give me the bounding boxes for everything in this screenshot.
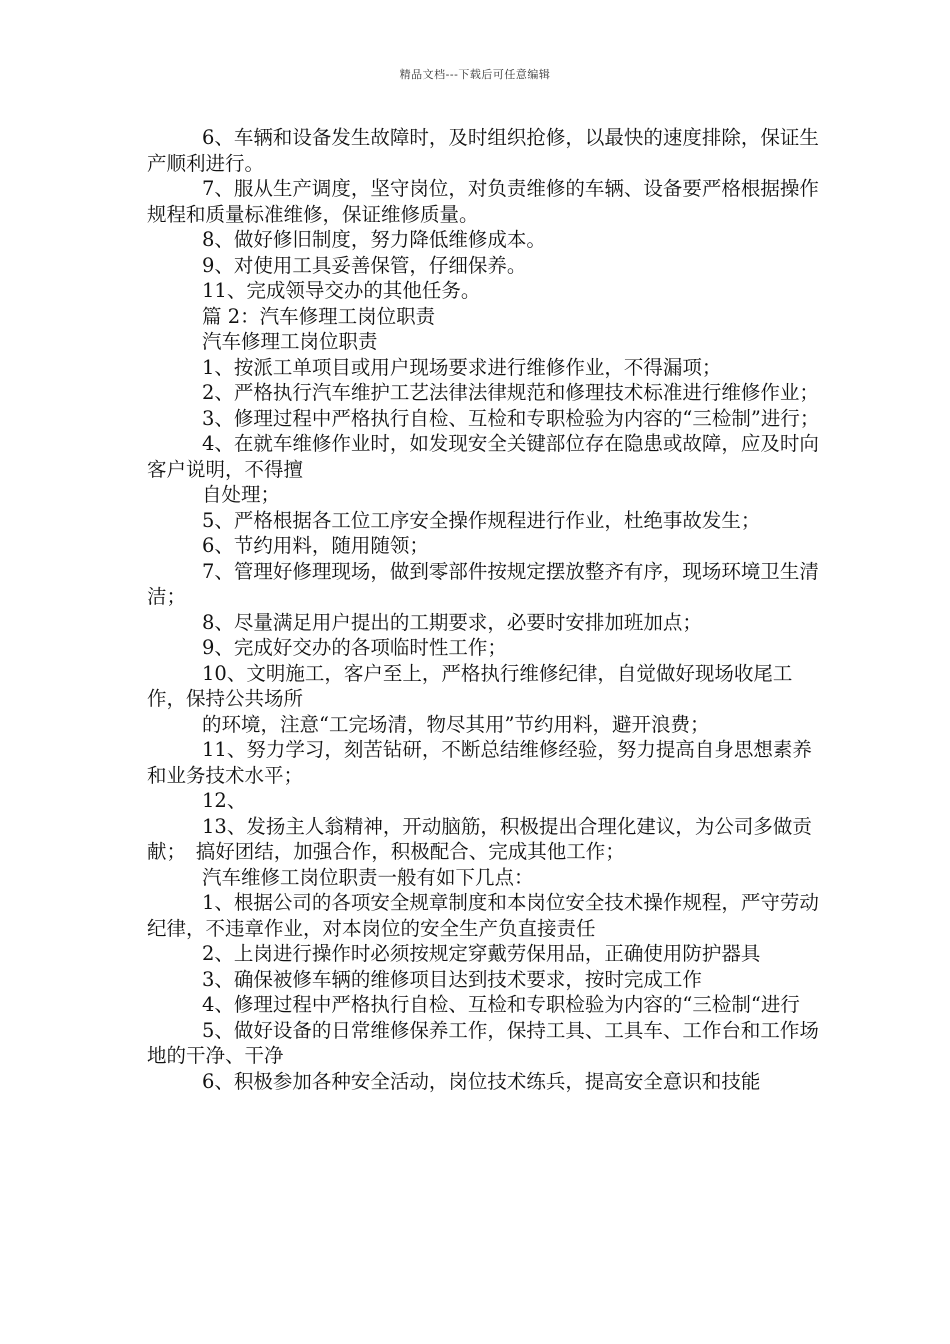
- paragraph: 5、做好设备的日常维修保养工作，保持工具、工具车、工作台和工作场地的干净、干净: [147, 1018, 819, 1067]
- paragraph: 3、修理过程中严格执行自检、互检和专职检验为内容的“三检制”进行；: [202, 406, 820, 430]
- paragraph: 自处理；: [202, 483, 281, 506]
- paragraph: 7、管理好修理现场，做到零部件按规定摆放整齐有序，现场环境卫生清洁；: [147, 559, 819, 608]
- paragraph: 2、上岗进行操作时必须按规定穿戴劳保用品，正确使用防护器具: [202, 942, 761, 965]
- paragraph: 2、严格执行汽车维护工艺法律法律规范和修理技术标准进行维修作业；: [202, 381, 819, 404]
- paragraph: 5、严格根据各工位工序安全操作规程进行作业，杜绝事故发生；: [202, 508, 761, 532]
- paragraph: 10、文明施工，客户至上，严格执行维修纪律，自觉做好现场收尾工作，保持公共场所: [147, 661, 793, 710]
- section-intro: 汽车维修工岗位职责一般有如下几点：: [202, 865, 534, 889]
- paragraph: 11、努力学习，刻苦钻研，不断总结维修经验，努力提高自身思想素养和业务技术水平；: [147, 738, 812, 787]
- paragraph: 9、对使用工具妥善保管，仔细保养。: [202, 253, 527, 277]
- paragraph: 6、节约用料，随用随领；: [202, 534, 429, 557]
- paragraph: 6、车辆和设备发生故障时，及时组织抢修，以最快的速度排除，保证生产顺利进行。: [147, 126, 819, 175]
- document-body: [147, 125, 823, 1094]
- paragraph: 8、尽量满足用户提出的工期要求，必要时安排加班加点；: [202, 610, 702, 634]
- paragraph: 12、: [202, 789, 247, 812]
- paragraph: 11、完成领导交办的其他任务。: [202, 279, 481, 302]
- paragraph: 9、完成好交办的各项临时性工作；: [202, 636, 507, 659]
- section-heading: 篇 2：汽车修理工岗位职责: [202, 304, 436, 328]
- paragraph: 1、按派工单项目或用户现场要求进行维修作业，不得漏项；: [202, 355, 722, 379]
- paragraph: 4、在就车维修作业时，如发现安全关键部位存在隐患或故障，应及时向客户说明，不得擅: [147, 432, 819, 481]
- paragraph: 4、修理过程中严格执行自检、互检和专职检验为内容的“三检制“进行: [202, 993, 800, 1016]
- paragraph: 6、积极参加各种安全活动，岗位技术练兵，提高安全意识和技能: [202, 1069, 761, 1093]
- paragraph: 13、发扬主人翁精神，开动脑筋，积极提出合理化建议，为公司多做贡献； 搞好团结，加强合作，积极配合、完成其他工作；: [147, 814, 812, 863]
- page-header: 精品文档---下载后可任意编辑: [399, 68, 551, 81]
- paragraph: 8、做好修旧制度，努力降低维修成本。: [202, 228, 546, 251]
- paragraph: 3、确保被修车辆的维修项目达到技术要求，按时完成工作: [202, 967, 702, 991]
- section-title: 汽车修理工岗位职责: [202, 330, 378, 353]
- paragraph: 的环境，注意“工完场清，物尽其用”节约用料，避开浪费；: [202, 712, 710, 736]
- paragraph: 7、服从生产调度，坚守岗位，对负责维修的车辆、设备要严格根据操作规程和质量标准维修，保证维修质量。: [147, 177, 819, 226]
- paragraph: 1、根据公司的各项安全规章制度和本岗位安全技术操作规程，严守劳动纪律，不违章作业，对本岗位的安全生产负直接责任: [147, 891, 819, 940]
